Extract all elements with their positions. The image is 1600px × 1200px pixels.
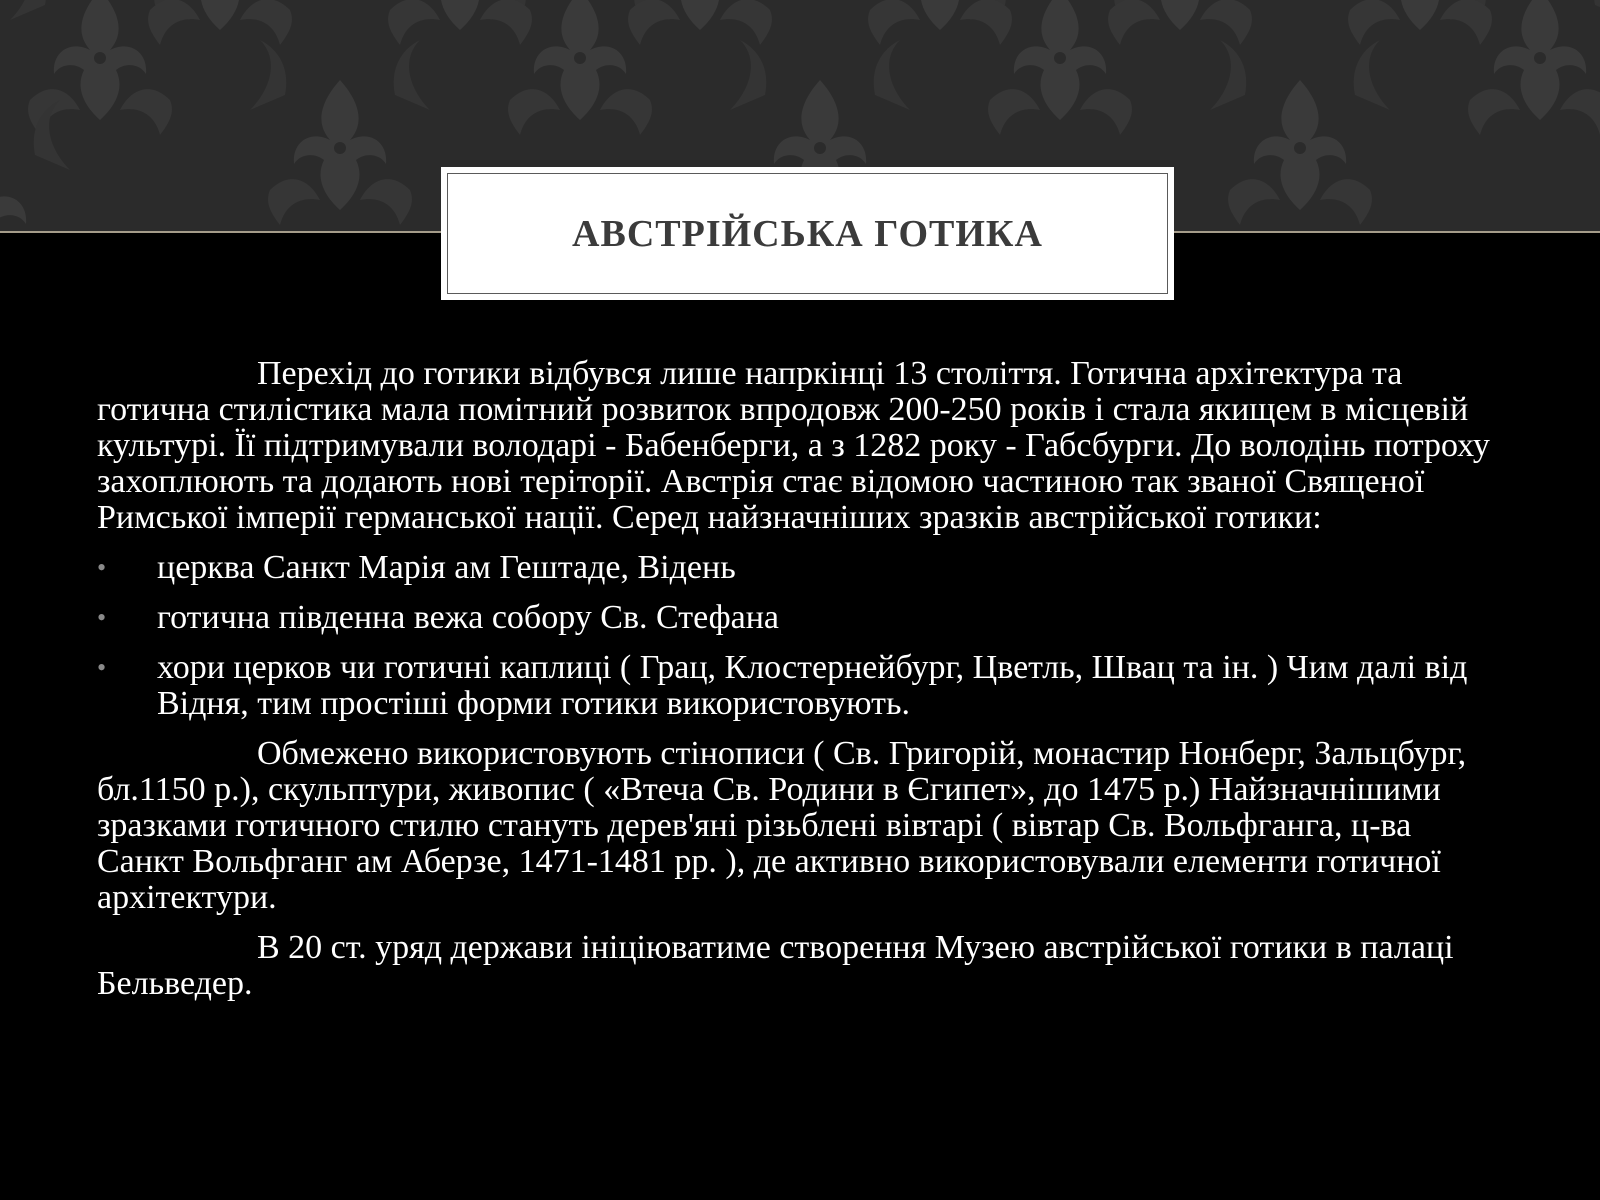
bullet-text: готична південна вежа собору Св. Стефана xyxy=(157,599,780,636)
paragraph-intro: Перехід до готики відбувся лише напркінці 13 століття. Готична архітектура та готична стилістика мала помітний розвиток впродовж 200-250 років і стала якищем в місцевій культурі. Її підтримували володарі - Бабенберги, а з 1282 року - Габсбурги. До володінь потроху захоплюють та додають нові теріторії. Австрія стає відомою частиною так званої Священої Римської імперії германської нації. Серед найзначніших зразків австрійської готики: xyxy=(97,355,1490,536)
slide-body xyxy=(97,356,1497,1002)
bullet-text: хори церков чи готичні каплиці ( Грац, Клостернейбург, Цветль, Швац та ін. ) Чим далі від Відня, тим простіші форми готики використовують. xyxy=(157,649,1468,722)
bullet-icon: • xyxy=(97,653,107,682)
slide-title: АВСТРІЙСЬКА ГОТИКА xyxy=(572,212,1043,255)
bullet-icon: • xyxy=(97,553,107,582)
paragraph-museum: В 20 ст. уряд держави ініціюватиме створення Музею австрійської готики в палаці Бельведер. xyxy=(97,929,1454,1002)
bullet-list xyxy=(97,550,1497,722)
bullet-icon: • xyxy=(97,603,107,632)
bullet-item xyxy=(97,650,1497,722)
title-inner-frame xyxy=(447,173,1168,294)
bullet-item xyxy=(97,550,1497,586)
bullet-text: церква Санкт Марія ам Гештаде, Відень xyxy=(157,549,736,586)
paragraph-art: Обмежено використовують стінописи ( Св. Григорій, монастир Нонберг, Зальцбург, бл.1150 р.), скульптури, живопис ( «Втеча Св. Родини в Єгипет», до 1475 р.) Найзначнішими зразками готичного стилю стануть дерев'яні різьблені вівтарі ( вівтар Св. Вольфганга, ц-ва Санкт Вольфганг ам Аберзе, 1471-1481 рр. ), де активно використовували елементи готичної архітектури. xyxy=(97,735,1467,916)
bullet-item xyxy=(97,600,1497,636)
title-box xyxy=(441,167,1174,300)
